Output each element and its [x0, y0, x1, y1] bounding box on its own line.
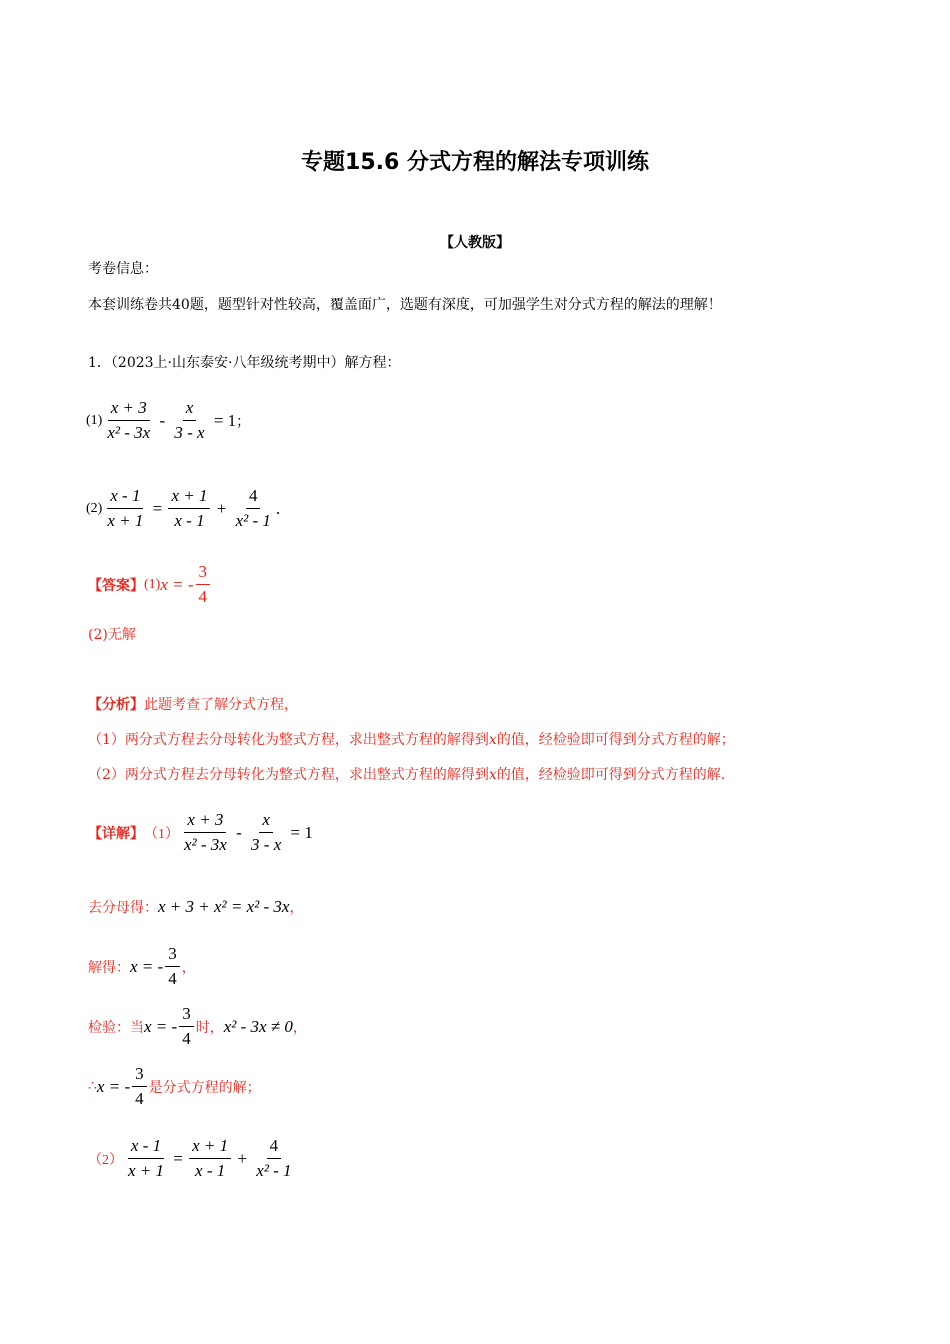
- analysis-intro: 【分析】此题考查了解分式方程，: [88, 697, 298, 713]
- question-header: [88, 352, 400, 372]
- analysis-tag: 【分析】: [88, 697, 144, 713]
- fraction: $\frac{x}{3 - x}$: [174, 398, 205, 442]
- question-source: （2023上·山东泰安·八年级统考期中）解方程：: [110, 355, 401, 371]
- analysis-step-2: （2）两分式方程去分母转化为整式方程，求出整式方程的解得到x的值，经检验即可得到分式方程的解.: [88, 767, 726, 783]
- edition-label: 【人教版】: [440, 235, 510, 251]
- info-heading: 考卷信息：: [88, 261, 158, 277]
- fraction: $\frac{3}{4}$: [196, 562, 211, 607]
- answer-line-1: 【答案】 (1) x = - $\frac{3}{4}$: [88, 562, 212, 607]
- question-part-1: (1) $\frac{x + 3}{\text{x² - 3x}}$ - $\frac{x}{3 - x}$ = 1 ；: [86, 398, 251, 442]
- fraction: $\frac{x + 1}{x - 1}$: [168, 486, 210, 531]
- fraction: $\frac{x + 1}{x - 1}$: [189, 1136, 231, 1181]
- fraction: $\frac{x - 1}{x + 1}$: [128, 1136, 165, 1180]
- answer-line-2: (2)无解: [88, 627, 136, 643]
- fraction: $\frac{x + 3}{\text{x² - 3x}}$: [184, 810, 227, 854]
- analysis-step-1: （1）两分式方程去分母转化为整式方程，求出整式方程的解得到x的值，经检验即可得到分式方程的解；: [88, 732, 735, 748]
- page-title: 专题15.6 分式方程的解法专项训练: [301, 150, 649, 175]
- question-number: 1．: [88, 355, 111, 371]
- answer-tag: 【答案】: [88, 578, 144, 594]
- fraction: $\frac{3}{4}$: [132, 1064, 147, 1109]
- question-part-2: (2) $\frac{x - 1}{x + 1}$ = $\frac{x + 1}{x - 1}$ + $\frac{4}{\text{x² - 1}}$ .: [86, 486, 281, 530]
- fraction: $\frac{3}{4}$: [165, 944, 180, 989]
- info-text: 本套训练卷共40题，题型针对性较高，覆盖面广，选题有深度，可加强学生对分式方程的解法的理解！: [88, 297, 722, 313]
- fraction: $\frac{x - 1}{x + 1}$: [107, 486, 144, 530]
- fraction: $\frac{x + 3}{\text{x² - 3x}}$: [107, 398, 151, 442]
- detail-clear-denominator: 去分母得： x + 3 + x² = x² - 3x ，: [88, 897, 304, 916]
- detail-part-2: （2） $\frac{x - 1}{x + 1}$ = $\frac{x + 1}{x - 1}$ + $\frac{4}{\text{x² - 1}}$: [88, 1136, 297, 1181]
- fraction: $\frac{4}{\text{x² - 1}}$: [256, 1136, 292, 1180]
- detail-check: 检验：当 x = - $\frac{3}{4}$ 时， x² - 3x ≠ 0 ，: [88, 1004, 307, 1048]
- detail-solve: 解得： x = - $\frac{3}{4}$ ，: [88, 944, 196, 988]
- detail-conclusion: ∴ x = - $\frac{3}{4}$ 是分式方程的解；: [88, 1064, 261, 1108]
- fraction: $\frac{3}{4}$: [179, 1004, 194, 1049]
- detail-part-1: 【详解】 （1） $\frac{x + 3}{\text{x² - 3x}}$ - $\frac{x}{3 - x}$ = 1: [88, 810, 313, 854]
- fraction: $\frac{4}{\text{x² - 1}}$: [235, 486, 271, 530]
- fraction: $\frac{x}{3 - x}$: [251, 810, 282, 854]
- detail-tag: 【详解】: [88, 826, 144, 842]
